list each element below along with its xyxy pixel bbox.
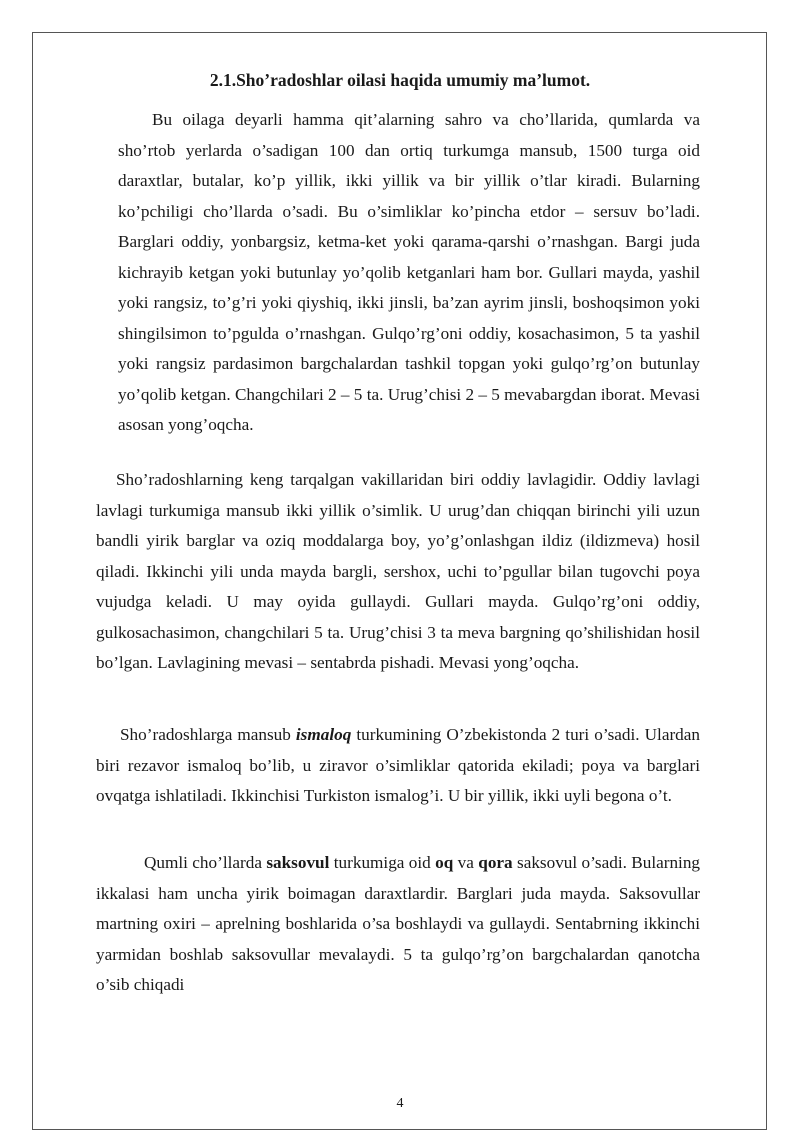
paragraph-saxaul-text-a: Qumli cho’llarda: [144, 853, 267, 872]
term-oq: oq: [435, 853, 454, 872]
paragraph-spinach: [96, 720, 700, 812]
paragraph-beet: Sho’radoshlarning keng tarqalgan vakillaridan biri oddiy lavlagidir. Oddiy lavlagi lavlagi turkumiga mansub ikki yillik o’simlik. U urug’dan chiqqan birinchi yili uzun bandli yirik barglar va oziq moddalarga boy, yo’g’onlashgan ildiz (ildizmeva) hosil qiladi. Ikkinchi yili unda mayda bargli, sershox, uchi to’pgullar bilan tugovchi poya vujudga keladi. U may oyida gullaydi. Gullari mayda. Gulqo’rg’oni oddiy, gulkosachasimon, changchilari 5 ta. Urug’chisi 3 ta meva bargning qo’shilishidan hosil bo’lgan. Lavlagining mevasi – sentabrda pishadi. Mevasi yong’oqcha.: [96, 470, 700, 672]
page-number: 4: [396, 1096, 404, 1111]
paragraph-family-overview: Bu oilaga deyarli hamma qit’alarning sahro va cho’llarida, qumlarda va sho’rtob yerlarda o’sadigan 100 dan ortiq turkumga mansub, 1500 turga oid daraxtlar, butalar, ko’p yillik, ikki yillik va bir yillik o’tlar kiradi. Bularning ko’pchiligi cho’llarda o’sadi. Bu o’simliklar ko’pincha etdor – sersuv bo’ladi. Barglari oddiy, yonbargsiz, ketma-ket yoki qarama-qarshi o’rnashgan. Bargi juda kichrayib ketgan yoki butunlay yo’qolib ketganlari ham bor. Gullari mayda, yashil yoki rangsiz, to’g’ri yoki qiyshiq, ikki jinsli, ba’zan ayrim jinsli, boshoqsimon yoki shingilsimon to’pgulda o’rnashgan. Gulqo’rg’oni oddiy, kosachasimon, 5 ta yashil yoki rangsiz pardasimon bargchalardan tashkil topgan yoki gulqo’rg’on butunlay yo’qolib ketgan. Changchilari 2 – 5 ta. Urug’chisi 2 – 5 mevabargdan iborat. Mevasi asosan yong’oqcha.: [118, 110, 701, 434]
section-heading: 2.1.Sho’radoshlar oilasi haqida umumiy ma’lumot.: [209, 70, 591, 90]
term-saksovul: saksovul: [266, 853, 330, 872]
term-ismaloq: ismaloq: [295, 725, 352, 744]
paragraph-spinach-text-end: turkumining O’zbekistonda 2 turi o’sadi. Ulardan biri rezavor ismaloq bo’lib, u ziravor o’simliklar qatorida ekiladi; poya va barglari ovqatga ishlatiladi. Ikkinchisi Turkiston ismalog’i. U bir yillik, ikki uyli begona o’t.: [96, 725, 700, 805]
paragraph-saxaul-text-c: va: [453, 853, 479, 872]
term-qora: qora: [478, 853, 513, 872]
paragraph-saxaul-text-b: turkumiga oid: [329, 853, 436, 872]
paragraph-saxaul-text-d: saksovul o’sadi. Bularning ikkalasi ham uncha yirik boimagan daraxtlardir. Barglari juda mayda. Saksovullar martning oxiri – aprelning boshlarida o’sa boshlaydi va gullaydi. Sentabrning ikkinchi yarmidan boshlab saksovullar mevalaydi. 5 ta gulqo’rg’on bargchalardan qanotcha o’sib chiqadi: [96, 853, 701, 994]
paragraph-saxaul: [96, 848, 700, 1001]
paragraph-spinach-text-start: Sho’radoshlarga mansub: [120, 725, 296, 744]
